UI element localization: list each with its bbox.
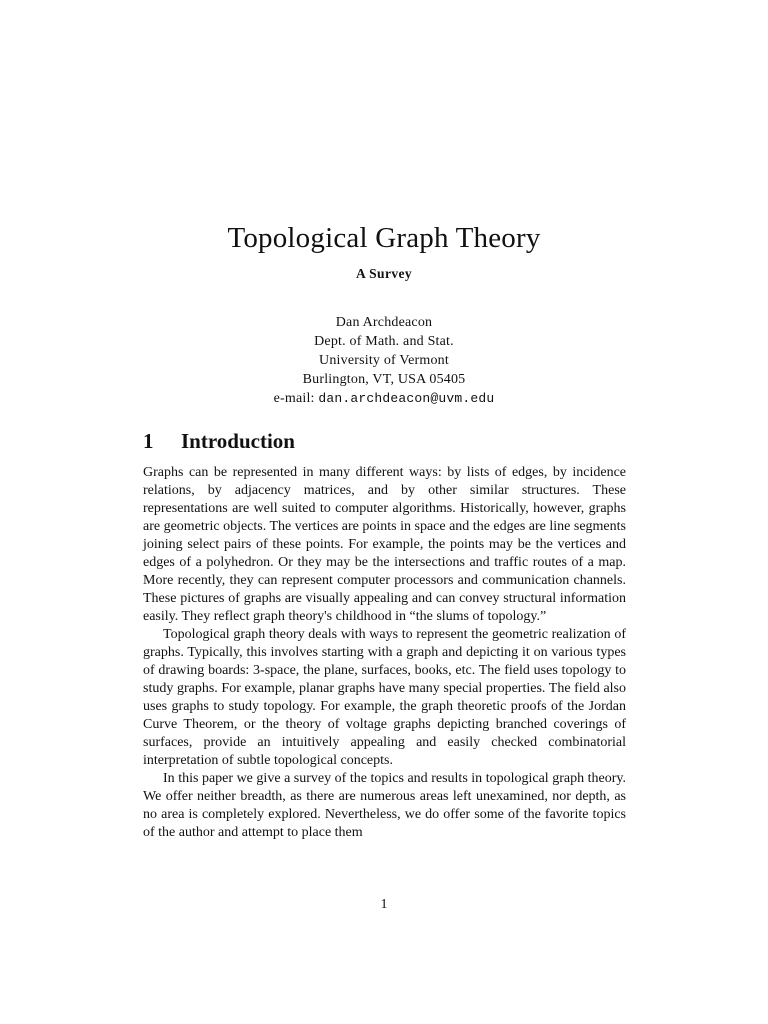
paragraph: Graphs can be represented in many different ways: by lists of edges, by incidence relations, by adjacency matrices, and by other similar structures. These representations are well suited to computer algorithms. Historically, however, graphs are geometric objects. The vertices are points in space and the edges are line segments joining select pairs of these points. For example, the points may be the vertices and edges of a polyhedron. Or they may be the intersections and traffic routes of a map. More recently, they can represent computer processors and communication channels. These pictures of graphs are visually appealing and can convey structural information easily. They reflect graph theory's childhood in “the slums of topology.” <box>143 465 626 624</box>
author-email-line <box>0 389 768 408</box>
email-label: e-mail: <box>273 391 315 406</box>
section-title: Introduction <box>181 429 295 453</box>
paper-title: Topological Graph Theory <box>227 222 541 254</box>
author-name: Dan Archdeacon <box>335 315 433 330</box>
author-location: Burlington, VT, USA 05405 <box>302 372 466 387</box>
page-number: 1 <box>380 897 388 912</box>
paragraph: In this paper we give a survey of the topics and results in topological graph theory. We offer neither breadth, as there are numerous areas left unexamined, nor depth, as no area is completely explored. Nevertheless, we do offer some of the favorite topics of the author and attempt to place them <box>143 771 626 840</box>
author-department: Dept. of Math. and Stat. <box>314 334 454 349</box>
section-heading <box>143 427 295 455</box>
section-number: 1 <box>143 429 154 453</box>
author-university: University of Vermont <box>319 353 449 368</box>
paragraph: Topological graph theory deals with ways to represent the geometric realization of graphs. Typically, this involves starting with a graph and depicting it on various types of drawing boards: 3-space, the plane, surfaces, books, etc. The field uses topology to study graphs. For example, planar graphs have many special properties. The field also uses graphs to study topology. For example, the graph theoretic proofs of the Jordan Curve Theorem, or the theory of voltage graphs depicting branched coverings of surfaces, provide an intuitively appealing and easily checked combinatorial interpretation of subtle topological concepts. <box>143 627 626 768</box>
author-email: dan.archdeacon@uvm.edu <box>318 391 495 406</box>
paper-subtitle: A Survey <box>355 266 413 281</box>
author-block <box>0 313 768 408</box>
section-body <box>143 464 626 842</box>
